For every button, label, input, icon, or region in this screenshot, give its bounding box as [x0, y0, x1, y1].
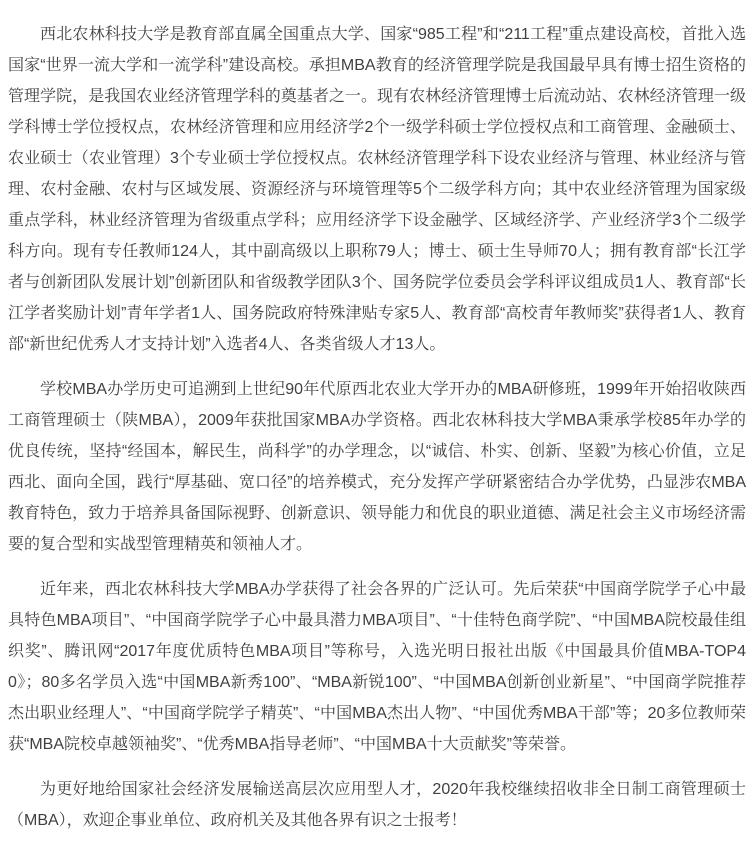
- paragraph-mba-history-philosophy: 学校MBA办学历史可追溯到上世纪90年代原西北农业大学开办的MBA研修班，1999年开始招收陕西工商管理硕士（陕MBA），2009年获批国家MBA办学资格。西北农林科技大学MBA秉承学校85年办学的优良传统，坚持“经国本，解民生，尚科学”的办学理念，以“诚信、朴实、创新、坚毅”为核心价值，立足西北、面向全国，践行“厚基础、宽口径”的培养模式，充分发挥产学研紧密结合办学优势，凸显涉农MBA教育特色，致力于培养具备国际视野、创新意识、领导能力和优良的职业道德、满足社会主义市场经济需要的复合型和实战型管理精英和领袖人才。: [8, 381, 746, 553]
- paragraph-admission-announcement: 为更好地给国家社会经济发展输送高层次应用型人才，2020年我校继续招收非全日制工商管理硕士（MBA），欢迎企事业单位、政府机关及其他各界有识之士报考！: [8, 781, 746, 829]
- paragraph-university-overview: 西北农林科技大学是教育部直属全国重点大学、国家“985工程”和“211工程”重点建设高校，首批入选国家“世界一流大学和一流学科”建设高校。承担MBA教育的经济管理学院是我国最早具有博士招生资格的管理学院，是我国农业经济管理学科的奠基者之一。现有农林经济管理博士后流动站、农林经济管理一级学科博士学位授权点，农林经济管理和应用经济学2个一级学科硕士学位授权点和工商管理、金融硕士、农业硕士（农业管理）3个专业硕士学位授权点。农林经济管理学科下设农业经济与管理、林业经济与管理、农村金融、农村与区域发展、资源经济与环境管理等5个二级学科方向；其中农业经济管理为国家级重点学科，林业经济管理为省级重点学科；应用经济学下设金融学、区域经济学、产业经济学3个二级学科方向。现有专任教师124人，其中副高级以上职称79人；博士、硕士生导师70人；拥有教育部“长江学者与创新团队发展计划”创新团队和省级教学团队3个、国务院学位委员会学科评议组成员1人、教育部“长江学者奖励计划”青年学者1人、国务院政府特殊津贴专家5人、教育部“高校青年教师奖”获得者1人、教育部“新世纪优秀人才支持计划”入选者4人、各类省级人才13人。: [8, 26, 746, 353]
- paragraph-mba-honors-awards: 近年来，西北农林科技大学MBA办学获得了社会各界的广泛认可。先后荣获“中国商学院学子心中最具特色MBA项目”、“中国商学院学子心中最具潜力MBA项目”、“十佳特色商学院”、“中国MBA院校最佳组织奖”、腾讯网“2017年度优质特色MBA项目”等称号，入选光明日报社出版《中国最具价值MBA-TOP40》；80多名学员入选“中国MBA新秀100”、“MBA新锐100”、“中国MBA创新创业新星”、“中国商学院推荐杰出职业经理人”、“中国商学院学子精英”、“中国MBA杰出人物”、“中国优秀MBA干部”等；20多位教师荣获“MBA院校卓越领袖奖”、“优秀MBA指导老师”、“中国MBA十大贡献奖”等荣誉。: [8, 581, 746, 753]
- article-body: [8, 19, 746, 836]
